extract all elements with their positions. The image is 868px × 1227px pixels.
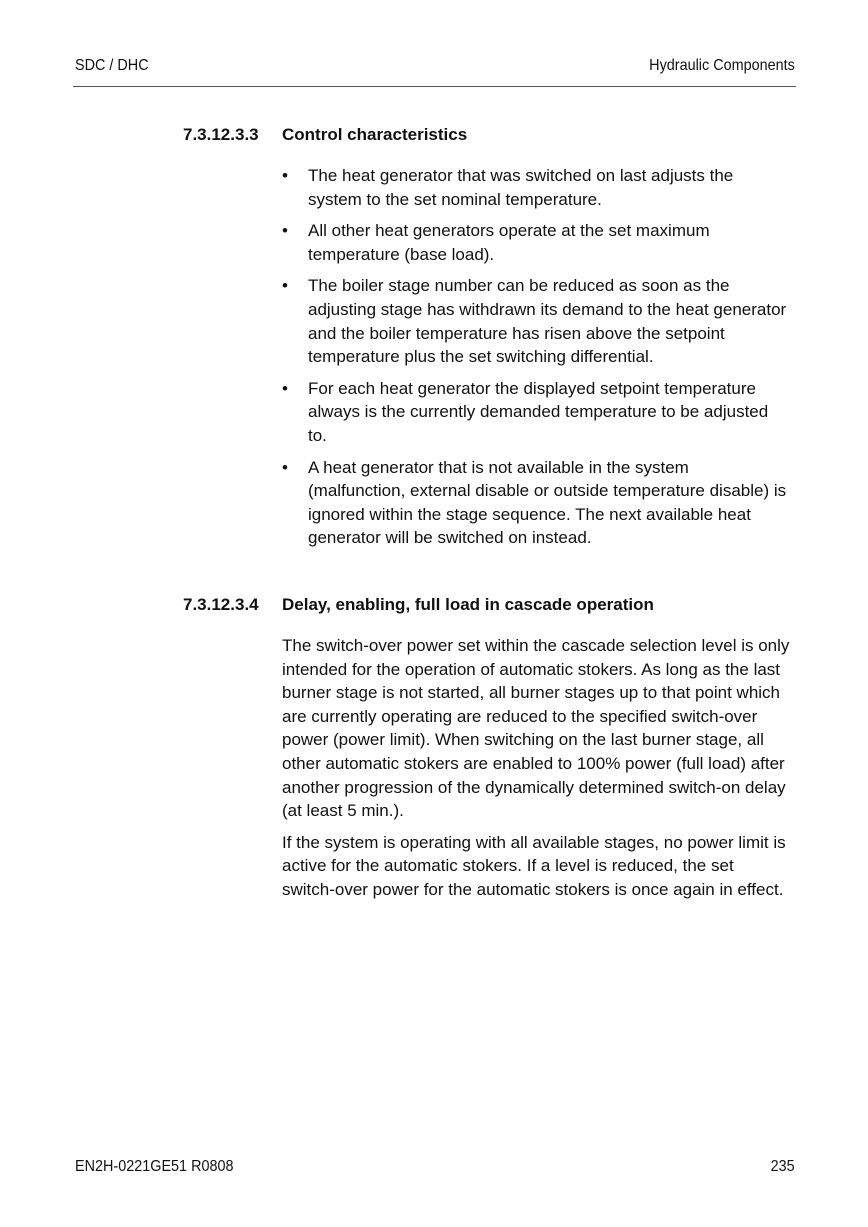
- section-title: Delay, enabling, full load in cascade operation: [282, 595, 654, 614]
- list-item: [282, 456, 790, 550]
- list-item: [282, 377, 790, 448]
- list-item-text: The boiler stage number can be reduced as soon as the adjusting stage has withdrawn its demand to the heat generator and the boiler temperature has risen above the setpoint temperature plus the set switching differential.: [308, 276, 787, 367]
- header-divider: [73, 86, 796, 87]
- paragraph: If the system is operating with all available stages, no power limit is active for the automatic stokers. If a level is reduced, the set switch-over power for the automatic stokers is once again in effect.: [282, 832, 786, 899]
- bullet-list: [282, 164, 790, 558]
- section-number: 7.3.12.3.3: [183, 125, 259, 144]
- header-document-title: SDC / DHC: [75, 57, 149, 74]
- list-item: [282, 164, 790, 211]
- list-item-text: The heat generator that was switched on last adjusts the system to the set nominal temperature.: [308, 166, 734, 209]
- list-item-text: For each heat generator the displayed setpoint temperature always is the currently demanded temperature to be adjusted to.: [308, 378, 769, 445]
- footer-document-code: EN2H-0221GE51 R0808: [75, 1158, 234, 1175]
- section-title: Control characteristics: [282, 125, 468, 144]
- page-number: 235: [770, 1158, 795, 1175]
- header-chapter-title: Hydraulic Components: [649, 57, 795, 74]
- list-item-text: All other heat generators operate at the set maximum temperature (base load).: [308, 221, 710, 264]
- section-number: 7.3.12.3.4: [183, 595, 259, 614]
- section-body: [282, 634, 790, 910]
- paragraph: The switch-over power set within the cascade selection level is only intended for the operation of automatic stokers. As long as the last burner stage is not started, all burner stages up to that point which are currently operating are reduced to the specified switch-over power (power limit). When switching on the last burner stage, all other automatic stokers are enabled to 100% power (full load) after another progression of the dynamically determined switch-on delay (at least 5 min.).: [282, 636, 790, 821]
- bullet-marker: •: [282, 276, 288, 296]
- list-item: [282, 219, 790, 266]
- bullet-marker: •: [282, 378, 288, 398]
- bullet-marker: •: [282, 166, 288, 185]
- bullet-marker: •: [282, 221, 288, 241]
- list-item-text: A heat generator that is not available in the system (malfunction, external disable or outside temperature disable) is ignored within the stage sequence. The next available heat generator will be switched on instead.: [308, 457, 787, 548]
- bullet-marker: •: [282, 457, 288, 477]
- list-item: [282, 274, 790, 368]
